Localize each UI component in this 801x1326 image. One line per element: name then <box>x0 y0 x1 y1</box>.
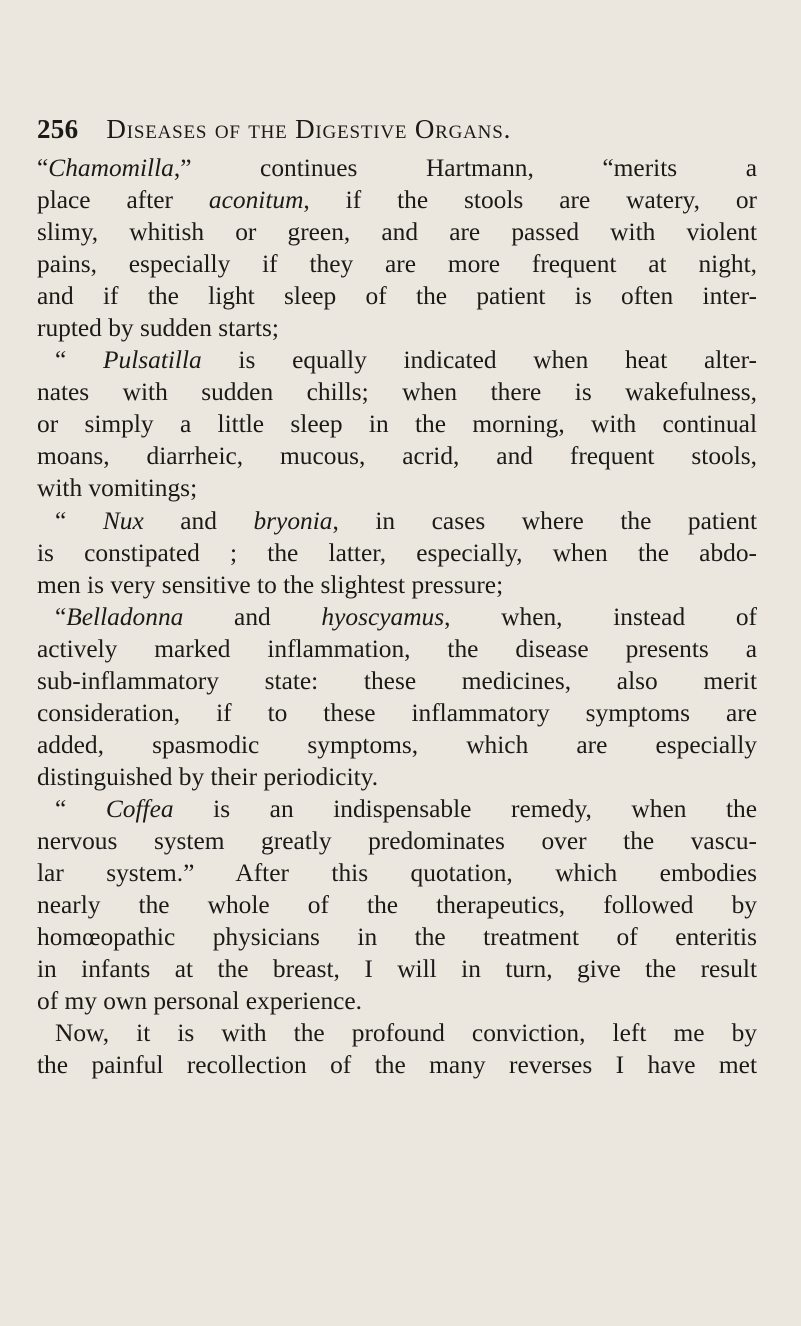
text-line <box>37 248 757 280</box>
text-line <box>37 633 757 665</box>
text-line <box>37 537 757 569</box>
text-run: sub-inflammatory state: these medicines, also merit <box>37 666 757 695</box>
text-line <box>37 985 757 1017</box>
text-run: actively marked inflammation, the disease presents a <box>37 634 757 663</box>
text-line <box>37 344 757 376</box>
text-run: nearly the whole of the therapeutics, followed by <box>37 891 757 920</box>
text-run: is an indispensable remedy, when the <box>173 794 758 823</box>
text-run: , when, instead of <box>444 602 757 631</box>
text-line <box>37 280 757 312</box>
italic-term: hyoscyamus <box>321 602 445 631</box>
text-run: and <box>143 506 254 535</box>
text-run: nervous system greatly predominates over the vascu- <box>37 826 757 855</box>
text-run: slimy, whitish or green, and are passed with violent <box>37 218 757 247</box>
text-run: ,” continues Hartmann, “merits a <box>173 154 757 182</box>
text-line <box>37 408 757 440</box>
text-line <box>37 569 757 601</box>
text-run: “ <box>55 506 103 535</box>
text-run: moans, diarrheic, mucous, acrid, and frequent stools, <box>37 442 757 471</box>
text-run: or simply a little sleep in the morning, with continual <box>37 410 757 439</box>
italic-term: Nux <box>102 506 144 535</box>
text-run: place after <box>37 186 209 215</box>
text-line <box>37 889 757 921</box>
text-run: “ <box>55 794 106 823</box>
running-header <box>37 112 757 146</box>
text-run: , if the stools are watery, or <box>303 186 757 215</box>
text-line <box>37 857 757 889</box>
paragraph <box>37 505 757 601</box>
page-number: 256 <box>37 114 79 144</box>
text-line <box>37 312 757 344</box>
text-run: consideration, if to these inflammatory symptoms are <box>37 698 757 727</box>
text-line <box>37 1017 757 1049</box>
italic-term: Pulsatilla <box>102 346 202 375</box>
body-text <box>37 152 757 1081</box>
text-line <box>37 697 757 729</box>
text-line <box>37 793 757 825</box>
text-line <box>37 440 757 472</box>
text-run: “ <box>55 346 103 375</box>
text-run: and if the light sleep of the patient is often inter- <box>37 282 757 311</box>
italic-term: Belladonna <box>66 602 184 631</box>
text-run: is equally indicated when heat alter- <box>201 346 757 375</box>
italic-term: Chamomilla <box>48 154 174 182</box>
text-run: homœopathic physicians in the treatment of enteritis <box>37 923 757 952</box>
italic-term: Coffea <box>105 794 174 823</box>
paragraph <box>37 601 757 793</box>
text-line <box>37 216 757 248</box>
text-run: added, spasmodic symptoms, which are especially <box>37 730 757 759</box>
text-run: pains, especially if they are more frequent at night, <box>37 250 757 279</box>
text-line <box>37 761 757 793</box>
italic-term: bryonia <box>253 506 333 535</box>
text-run: distinguished by their periodicity. <box>37 762 379 791</box>
text-run: “ <box>37 154 49 182</box>
text-run: the painful recollection of the many reverses I have met <box>37 1051 757 1080</box>
text-run: with vomitings; <box>37 474 198 503</box>
text-run: men is very sensitive to the slightest pressure; <box>37 570 504 599</box>
text-line <box>37 184 757 216</box>
italic-term: aconitum <box>208 186 304 215</box>
text-run: , in cases where the patient <box>332 506 758 535</box>
text-run: and <box>183 602 322 631</box>
text-line <box>37 825 757 857</box>
text-line <box>37 505 757 537</box>
running-title: Diseases of the Digestive Organs. <box>106 114 512 144</box>
text-run: in infants at the breast, I will in turn, give the result <box>37 955 757 984</box>
text-run: Now, it is with the profound conviction, left me by <box>55 1019 757 1048</box>
text-line <box>37 376 757 408</box>
text-run: of my own personal experience. <box>37 987 363 1016</box>
paragraph <box>37 344 757 504</box>
text-line <box>37 601 757 633</box>
text-line <box>37 152 757 184</box>
text-line <box>37 472 757 504</box>
text-run: is constipated ; the latter, especially, when the abdo- <box>37 538 757 567</box>
paragraph <box>37 1017 757 1081</box>
text-line <box>37 1049 757 1081</box>
text-line <box>37 953 757 985</box>
text-line <box>37 921 757 953</box>
text-run: “ <box>55 602 67 631</box>
text-line <box>37 665 757 697</box>
text-line <box>37 729 757 761</box>
paragraph <box>37 793 757 1017</box>
text-run: rupted by sudden starts; <box>37 314 279 343</box>
paragraph <box>37 152 757 344</box>
text-run: nates with sudden chills; when there is wakefulness, <box>37 378 757 407</box>
text-run: lar system.” After this quotation, which embodies <box>37 859 757 888</box>
